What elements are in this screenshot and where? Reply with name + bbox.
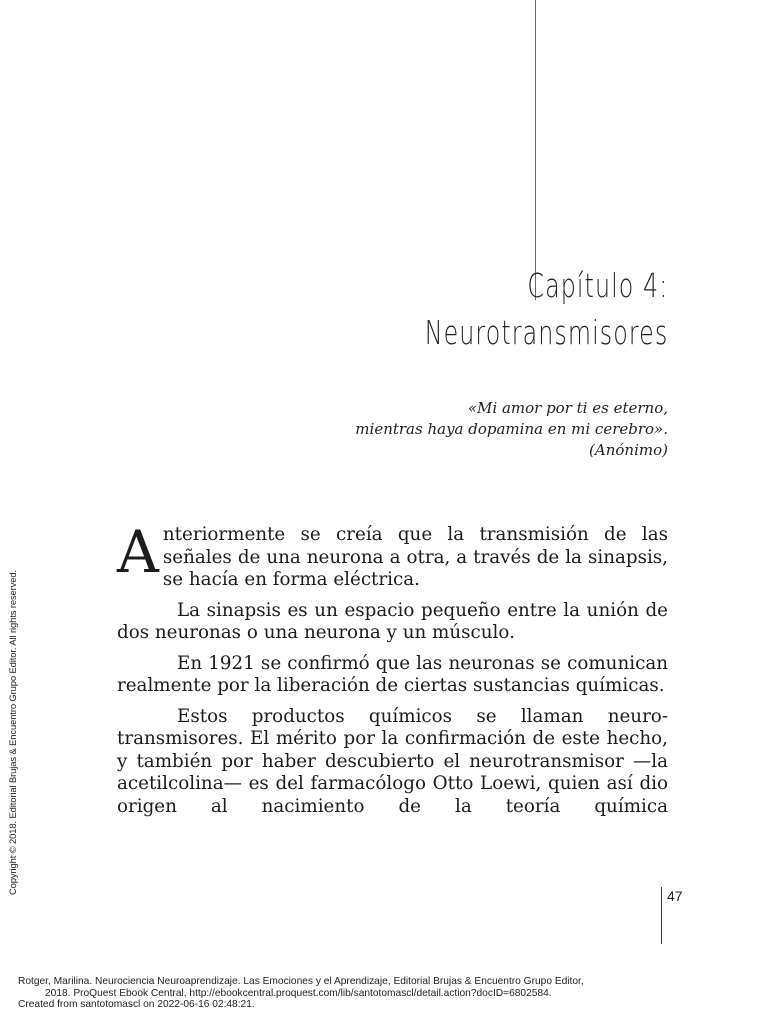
page-number: 47 — [667, 888, 683, 904]
page-number-rule — [661, 887, 662, 944]
paragraph-1 — [117, 518, 668, 592]
chapter-title — [424, 262, 668, 356]
epigraph-quote — [355, 398, 668, 461]
chapter-body — [117, 518, 668, 826]
paragraph-2: La sinapsis es un espacio pequeño entre la unión de dos neuronas o una neurona y un músculo. — [117, 599, 668, 643]
footer-line-2: 2018. ProQuest Ebook Central, http://ebookcentral.proquest.com/lib/santotomascl/detail.action?docID=6802584. — [45, 987, 552, 999]
epigraph-line-1: «Mi amor por ti es eterno, — [467, 399, 668, 417]
epigraph-attribution: (Anónimo) — [589, 441, 668, 459]
paragraph-3: En 1921 se confirmó que las neuronas se comunican realmente por la liberación de ciertas sustancias químicas. — [117, 652, 668, 696]
paragraph-4: Estos productos químicos se llaman neuro-transmisores. El mérito por la confirmación de este hecho, y también por haber descubierto el neurotransmisor —la acetilcolina— es del farmacólogo Otto Loewi, quien así dio origen al nacimiento de la teoría química — [117, 705, 668, 817]
footer-line-1: Rotger, Marilina. Neurociencia Neuroaprendizaje. Las Emociones y el Aprendizaje, Editorial Brujas & Encuentro Grupo Editor, — [18, 976, 584, 987]
citation-footer — [18, 976, 584, 1011]
paragraph-1-text: nteriormente se creía que la transmisión de las señales de una neurona a otra, a través de la sinapsis, se hacía en forma eléctrica. — [162, 524, 668, 590]
drop-cap: A — [117, 518, 159, 586]
chapter-name: Neurotransmisores — [424, 313, 668, 352]
epigraph-line-2: mientras haya dopamina en mi cerebro». — [355, 420, 668, 438]
footer-line-3: Created from santotomascl on 2022-06-16 02:48:21. — [18, 999, 255, 1010]
chapter-number: Capítulo 4: — [527, 266, 668, 305]
side-copyright-notice: Copyright © 2018. Editorial Brujas & Encuentro Grupo Editor. All rights reserved. — [7, 569, 18, 895]
top-vertical-rule — [535, 0, 536, 300]
